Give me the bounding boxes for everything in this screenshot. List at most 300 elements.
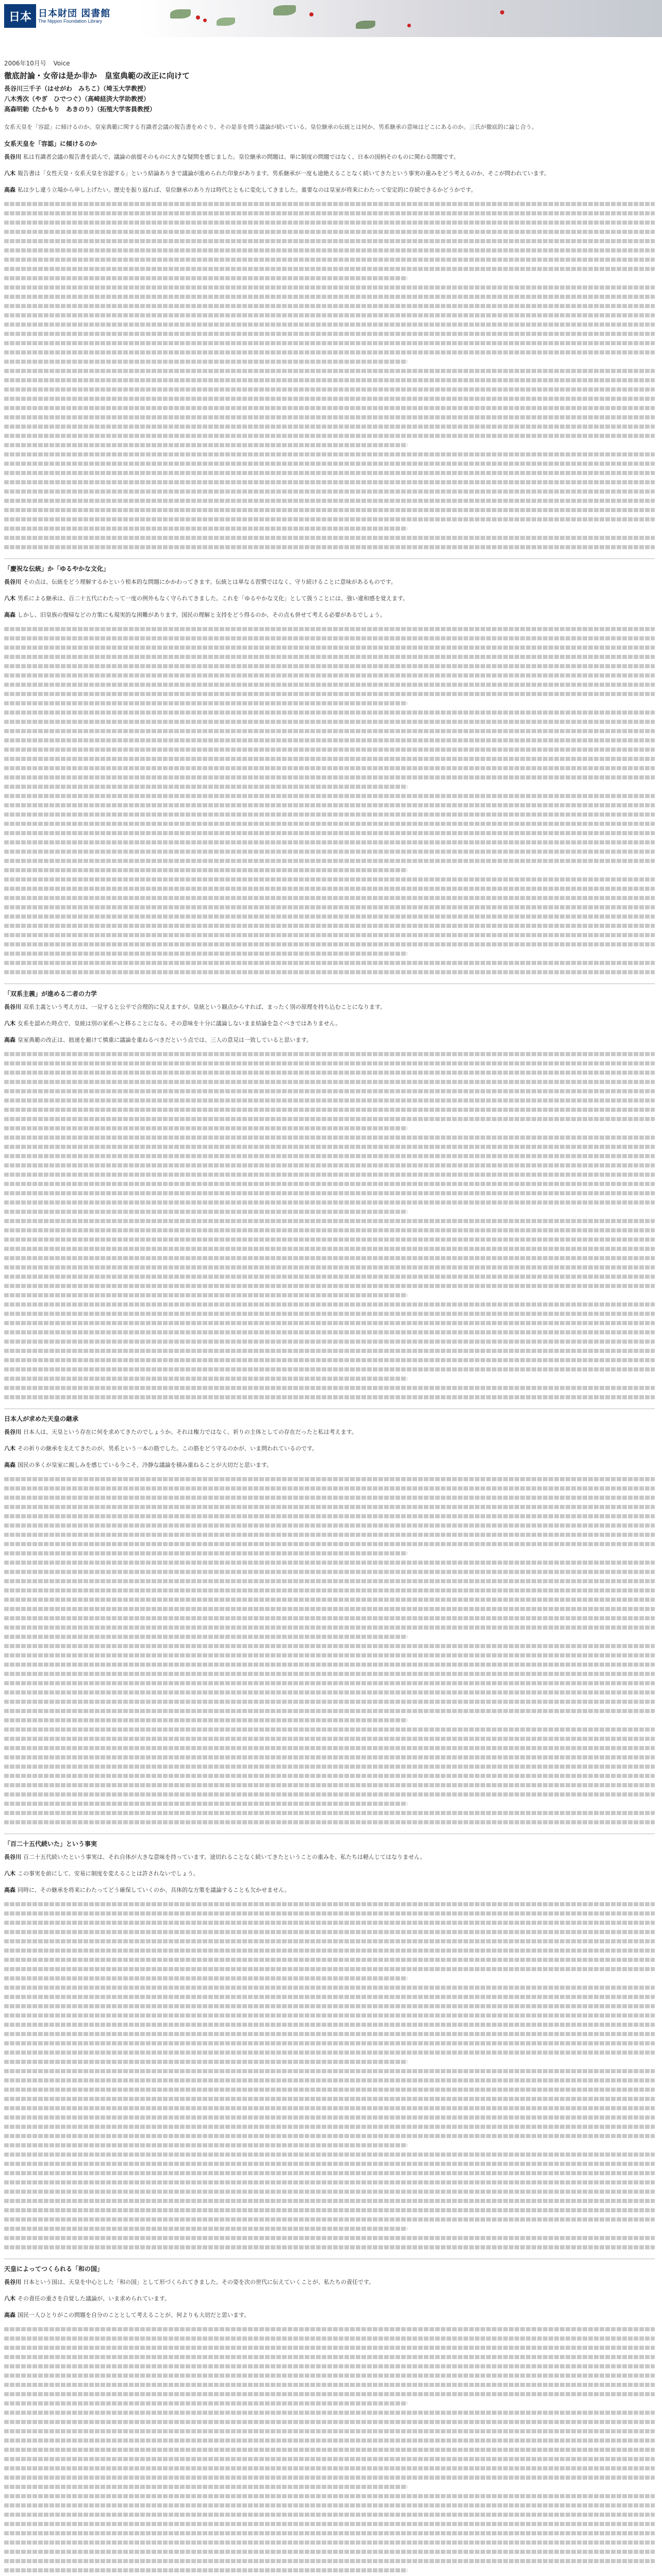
text-line-placeholder xyxy=(4,970,655,974)
dialogue-paragraph xyxy=(4,1036,655,1045)
dialogue-paragraph xyxy=(4,1003,655,1012)
text-line-placeholder xyxy=(4,701,407,705)
dialogue-paragraph xyxy=(4,611,655,620)
text-line-placeholder xyxy=(4,2143,407,2147)
text-line-placeholder xyxy=(4,1939,655,1943)
text-line-placeholder xyxy=(4,822,655,826)
paragraph-text: 日本という国は、天皇を中心とした「和の国」として形づくられてきました。その姿を次の世代に伝えていくことが、私たちの責任です。 xyxy=(23,2279,375,2285)
text-line-placeholder xyxy=(4,1358,655,1362)
text-line-placeholder xyxy=(4,1514,655,1518)
text-line-placeholder xyxy=(4,211,655,215)
text-line-placeholder xyxy=(4,803,655,807)
text-line-placeholder xyxy=(4,369,655,373)
text-line-placeholder xyxy=(4,221,655,225)
text-line-placeholder xyxy=(4,1340,655,1344)
text-line-placeholder xyxy=(4,1256,655,1260)
text-line-placeholder xyxy=(4,2568,407,2572)
dialogue-paragraph xyxy=(4,152,655,162)
text-line-placeholder xyxy=(4,1367,655,1371)
text-line-placeholder xyxy=(4,1265,655,1269)
text-line-placeholder xyxy=(4,480,655,484)
article-section xyxy=(4,139,655,549)
text-line-placeholder xyxy=(4,840,655,844)
text-line-placeholder xyxy=(4,1542,655,1546)
text-line-placeholder xyxy=(4,2115,655,2120)
text-line-placeholder xyxy=(4,1551,407,1555)
text-line-placeholder xyxy=(4,285,655,290)
text-line-placeholder xyxy=(4,2041,655,2045)
dialogue-paragraph xyxy=(4,1461,655,1470)
dialogue-paragraph xyxy=(4,185,655,195)
text-line-placeholder xyxy=(4,1098,655,1103)
text-line-placeholder xyxy=(4,499,655,503)
text-line-placeholder xyxy=(4,2217,655,2222)
text-line-placeholder xyxy=(4,2327,655,2331)
dialogue-paragraph xyxy=(4,1869,655,1878)
text-line-placeholder xyxy=(4,295,655,299)
text-line-placeholder xyxy=(4,914,655,919)
text-line-placeholder xyxy=(4,1902,655,1906)
text-line-placeholder xyxy=(4,1598,655,1602)
text-line-placeholder xyxy=(4,2336,655,2341)
text-line-placeholder xyxy=(4,1588,655,1592)
text-line-placeholder xyxy=(4,1080,655,1084)
text-line-placeholder xyxy=(4,1746,655,1750)
text-line-placeholder xyxy=(4,2013,655,2018)
text-line-placeholder xyxy=(4,933,655,937)
text-line-placeholder xyxy=(4,387,655,392)
text-line-placeholder xyxy=(4,1163,655,1167)
speaker-name: 八木 xyxy=(4,1020,15,1027)
text-line-placeholder xyxy=(4,683,655,687)
dialogue-paragraph xyxy=(4,2294,655,2303)
text-line-placeholder xyxy=(4,1755,655,1759)
text-line-placeholder xyxy=(4,1117,655,1121)
text-line-placeholder xyxy=(4,1570,655,1574)
speaker-name: 長谷川 xyxy=(4,579,21,585)
speaker-name: 長谷川 xyxy=(4,1429,21,1435)
text-line-placeholder xyxy=(4,1967,655,1971)
paragraph-text: 国民一人ひとりがこの問題を自分のこととして考えることが、何よりも大切だと思います。 xyxy=(18,2312,250,2318)
article-title: 徹底討論・女帝は是か非か 皇室典範の改正に向けて xyxy=(4,71,190,80)
text-line-placeholder xyxy=(4,1911,655,1916)
text-line-placeholder xyxy=(4,1108,655,1112)
site-logo-text: 日本 xyxy=(8,10,31,24)
text-line-placeholder xyxy=(4,2494,655,2498)
text-line-placeholder xyxy=(4,517,655,521)
text-line-placeholder xyxy=(4,425,655,429)
text-line-placeholder xyxy=(4,1579,655,1583)
text-line-placeholder xyxy=(4,2383,655,2387)
text-line-placeholder xyxy=(4,415,655,419)
text-line-placeholder xyxy=(4,1681,655,1685)
text-line-placeholder xyxy=(4,1792,655,1797)
text-line-placeholder xyxy=(4,664,655,668)
paragraph-text: 国民の多くが皇室に親しみを感じている今こそ、冷静な議論を積み重ねることが大切だと思います。 xyxy=(18,1462,272,1468)
text-line-placeholder xyxy=(4,646,655,650)
text-line-placeholder xyxy=(4,1607,655,1611)
article-source: Voice xyxy=(53,60,70,67)
text-line-placeholder xyxy=(4,627,655,631)
text-line-placeholder xyxy=(4,332,655,336)
text-line-placeholder xyxy=(4,1653,655,1657)
text-line-placeholder xyxy=(4,248,655,252)
speaker-name: 長谷川 xyxy=(4,1004,21,1010)
text-line-placeholder xyxy=(4,2429,655,2433)
text-line-placeholder xyxy=(4,887,655,891)
text-line-placeholder xyxy=(4,812,655,817)
text-line-placeholder xyxy=(4,2125,655,2129)
text-line-placeholder xyxy=(4,1672,655,1676)
text-line-placeholder xyxy=(4,2476,655,2480)
text-line-placeholder xyxy=(4,1986,655,1990)
text-line-placeholder xyxy=(4,2199,655,2203)
text-line-placeholder xyxy=(4,1349,655,1353)
text-line-placeholder xyxy=(4,360,407,364)
text-line-placeholder xyxy=(4,720,655,724)
text-line-placeholder xyxy=(4,2245,655,2249)
text-line-placeholder xyxy=(4,1616,655,1620)
text-line-placeholder xyxy=(4,304,655,308)
section-heading: 日本人が求めた天皇の継承 xyxy=(4,1415,79,1422)
site-subtitle: The Nippon Foundation Library xyxy=(38,19,103,24)
text-line-placeholder xyxy=(4,2153,655,2157)
text-line-placeholder xyxy=(4,2522,655,2526)
text-line-placeholder xyxy=(4,489,655,494)
text-line-placeholder xyxy=(4,2503,655,2507)
text-line-placeholder xyxy=(4,2374,655,2378)
text-line-placeholder xyxy=(4,1293,407,1297)
paragraph-text: 私は少し違う立場から申し上げたい。歴史を振り返れば、皇位継承のあり方は時代とともに変化してきました。重要なのは皇室が将来にわたって安定的に存続できるかどうかです。 xyxy=(18,187,477,193)
berry-shape xyxy=(196,15,200,20)
text-line-placeholder xyxy=(4,942,655,946)
text-line-placeholder xyxy=(4,1644,655,1648)
text-line-placeholder xyxy=(4,1533,655,1537)
text-line-placeholder xyxy=(4,2485,407,2489)
text-line-placeholder xyxy=(4,896,655,900)
text-line-placeholder xyxy=(4,406,655,410)
text-line-placeholder xyxy=(4,1783,655,1787)
text-line-placeholder xyxy=(4,2392,655,2396)
text-line-placeholder xyxy=(4,1219,655,1223)
text-line-placeholder xyxy=(4,2236,655,2240)
text-line-placeholder xyxy=(4,1625,655,1630)
text-line-placeholder xyxy=(4,1173,655,1177)
text-line-placeholder xyxy=(4,536,655,540)
text-line-placeholder xyxy=(4,2078,655,2082)
speaker-name: 高森 xyxy=(4,1887,15,1893)
speaker-name: 八木 xyxy=(4,170,15,177)
text-line-placeholder xyxy=(4,1477,655,1481)
participant: 高森明勅（たかもり あきのり）（拓殖大学客員教授） xyxy=(4,106,156,113)
speaker-name: 八木 xyxy=(4,2295,15,2302)
dialogue-paragraph xyxy=(4,1886,655,1895)
text-line-placeholder xyxy=(4,462,655,466)
dialogue-paragraph xyxy=(4,169,655,178)
text-line-placeholder xyxy=(4,1976,407,1980)
text-line-placeholder xyxy=(4,2097,655,2101)
participant-list xyxy=(4,83,654,114)
text-line-placeholder xyxy=(4,877,655,882)
speaker-name: 八木 xyxy=(4,1870,15,1877)
section-divider xyxy=(4,558,655,559)
text-line-placeholder xyxy=(4,276,407,280)
text-line-placeholder xyxy=(4,452,655,456)
text-line-placeholder xyxy=(4,1302,655,1307)
paragraph-text: 日本人は、天皇という存在に何を求めてきたのでしょうか。それは権力ではなく、祈りの主体としての存在だったと私は考えます。 xyxy=(23,1429,357,1435)
participant: 長谷川三千子（はせがわ みちこ）（埼玉大学教授） xyxy=(4,85,150,92)
text-line-placeholder xyxy=(4,230,655,234)
text-line-placeholder xyxy=(4,1210,407,1214)
text-line-placeholder xyxy=(4,2559,655,2563)
speaker-name: 八木 xyxy=(4,595,15,602)
text-line-placeholder xyxy=(4,2060,407,2064)
text-line-placeholder xyxy=(4,1561,655,1565)
speaker-name: 高森 xyxy=(4,612,15,618)
text-line-placeholder xyxy=(4,2448,655,2452)
text-line-placeholder xyxy=(4,2134,655,2138)
text-line-placeholder xyxy=(4,1948,655,1953)
paragraph-text: 双系主義という考え方は、一見すると公平で合理的に見えますが、皇統という観点からすれば、まったく別の原理を持ち込むことになります。 xyxy=(23,1004,386,1010)
text-line-placeholder xyxy=(4,868,407,872)
text-line-placeholder xyxy=(4,1089,655,1093)
text-line-placeholder xyxy=(4,1523,655,1528)
text-line-placeholder xyxy=(4,1052,655,1056)
text-line-placeholder xyxy=(4,2401,407,2405)
text-line-placeholder xyxy=(4,341,655,345)
text-line-placeholder xyxy=(4,1709,655,1713)
dialogue-paragraph xyxy=(4,1444,655,1453)
site-name[interactable]: 日本財団 図書館 xyxy=(38,8,111,19)
paragraph-text: 報告書は「女性天皇・女系天皇を容認する」という結論ありきで議論が進められた印象があります。男系継承が一度も途絶えることなく続いてきたという事実の重みをどう考えるのか、そこが問われています。 xyxy=(18,170,550,177)
text-line-placeholder xyxy=(4,1995,655,1999)
text-line-placeholder xyxy=(4,1321,655,1325)
text-line-placeholder xyxy=(4,2069,655,2073)
article-meta xyxy=(4,59,75,67)
text-line-placeholder xyxy=(4,2438,655,2443)
text-line-placeholder xyxy=(4,2190,655,2194)
text-line-placeholder xyxy=(4,2346,655,2350)
article-section xyxy=(4,1409,655,1824)
berry-shape xyxy=(500,10,504,14)
article-date: 2006年10月号 xyxy=(4,60,46,67)
speaker-name: 高森 xyxy=(4,1462,15,1468)
text-line-placeholder xyxy=(4,1284,655,1288)
text-line-placeholder xyxy=(4,202,655,206)
site-logo[interactable] xyxy=(4,4,36,28)
text-line-placeholder xyxy=(4,2411,655,2415)
text-line-placeholder xyxy=(4,2466,655,2470)
text-line-placeholder xyxy=(4,1330,655,1334)
text-line-placeholder xyxy=(4,1145,655,1149)
dialogue-paragraph xyxy=(4,1019,655,1028)
text-line-placeholder xyxy=(4,1071,655,1075)
text-line-placeholder xyxy=(4,1690,655,1694)
text-line-placeholder xyxy=(4,508,655,512)
text-line-placeholder xyxy=(4,2023,655,2027)
section-heading: 天皇によってつくられる「和の国」 xyxy=(4,2265,104,2273)
text-line-placeholder xyxy=(4,785,407,789)
text-line-placeholder xyxy=(4,2050,655,2055)
text-line-placeholder xyxy=(4,794,655,798)
text-line-placeholder xyxy=(4,1061,655,1065)
text-line-placeholder xyxy=(4,2420,655,2424)
text-line-placeholder xyxy=(4,1765,655,1769)
article-body xyxy=(4,123,655,2576)
text-line-placeholder xyxy=(4,434,655,438)
text-line-placeholder xyxy=(4,1386,655,1390)
text-line-placeholder xyxy=(4,2162,655,2166)
leaf-shape xyxy=(273,5,296,15)
text-line-placeholder xyxy=(4,1505,655,1509)
text-line-placeholder xyxy=(4,673,655,677)
dialogue-paragraph xyxy=(4,594,655,603)
text-line-placeholder xyxy=(4,831,655,835)
text-line-placeholder xyxy=(4,471,655,475)
dialogue-paragraph xyxy=(4,1428,655,1437)
text-line-placeholder xyxy=(4,267,655,271)
text-line-placeholder xyxy=(4,1200,655,1205)
article-sections xyxy=(4,139,655,2576)
paragraph-text: 私は有識者会議の報告書を読んで、議論の前提そのものに大きな疑問を感じました。皇位継承の問題は、単に制度の問題ではなく、日本の国柄そのものに関わる問題です。 xyxy=(23,154,459,160)
text-line-placeholder xyxy=(4,1958,655,1962)
berry-shape xyxy=(309,12,313,16)
paragraph-text: 女系を認めた時点で、皇統は別の家系へと移ることになる。その意味を十分に議論しないまま結論を急ぐべきではありません。 xyxy=(18,1020,341,1027)
leaf-shape xyxy=(217,18,235,26)
text-line-placeholder xyxy=(4,545,655,549)
text-line-placeholder xyxy=(4,729,655,733)
text-line-placeholder xyxy=(4,775,655,779)
text-line-placeholder xyxy=(4,2364,655,2368)
text-line-placeholder xyxy=(4,2004,655,2008)
text-line-placeholder xyxy=(4,2032,655,2036)
text-line-placeholder xyxy=(4,1136,655,1140)
text-line-placeholder xyxy=(4,2550,655,2554)
text-line-placeholder xyxy=(4,766,655,770)
text-line-placeholder xyxy=(4,1930,655,1934)
article-section xyxy=(4,558,655,974)
text-line-placeholder xyxy=(4,757,655,761)
paragraph-text: 男系による継承は、百二十五代にわたって一度の例外もなく守られてきました。これを「ゆるやかな文化」として扱うことには、強い違和感を覚えます。 xyxy=(18,595,409,602)
text-line-placeholder xyxy=(4,1395,655,1399)
leaf-shape xyxy=(170,9,191,19)
section-heading: 「百二十五代続いた」という事実 xyxy=(4,1840,97,1848)
text-line-placeholder xyxy=(4,2180,655,2184)
text-line-placeholder xyxy=(4,1312,655,1316)
paragraph-text: この事実を前にして、安易に制度を変えることは許されないでしょう。 xyxy=(18,1870,199,1877)
text-line-placeholder xyxy=(4,239,655,243)
text-line-placeholder xyxy=(4,636,655,640)
text-line-placeholder xyxy=(4,2540,655,2545)
paragraph-text: その点は、伝統をどう理解するかという根本的な問題にかかわってきます。伝統とは単なる習慣ではなく、守り続けることに意味があるものです。 xyxy=(23,579,396,585)
text-line-placeholder xyxy=(4,1275,655,1279)
text-line-placeholder xyxy=(4,1228,655,1232)
dialogue-paragraph xyxy=(4,2278,655,2287)
article-section xyxy=(4,1834,655,2249)
speaker-name: 高森 xyxy=(4,1037,15,1043)
text-line-placeholder xyxy=(4,378,655,382)
text-line-placeholder xyxy=(4,952,407,956)
speaker-name: 高森 xyxy=(4,187,15,193)
paragraph-text: その責任の重さを自覚した議論が、いま求められています。 xyxy=(18,2295,171,2302)
article-intro: 女系天皇を「容認」に傾けるのか。皇室典範に関する有識者会議の報告書をめぐり、その是非を問う議論が続いている。皇位継承の伝統とは何か、男系継承の意味はどこにあるのか。三氏が徹底的に論じ合う。 xyxy=(4,124,537,130)
header-banner-image xyxy=(139,0,662,37)
section-heading: 女系天皇を「容認」に傾けるのか xyxy=(4,140,97,147)
participant: 八木秀次（やぎ ひでつぐ）（高崎経済大学助教授） xyxy=(4,95,150,103)
text-line-placeholder xyxy=(4,2513,655,2517)
text-line-placeholder xyxy=(4,1238,655,1242)
text-line-placeholder xyxy=(4,323,655,327)
text-line-placeholder xyxy=(4,1802,407,1806)
speaker-name: 長谷川 xyxy=(4,1854,21,1860)
site-header xyxy=(0,0,662,37)
text-line-placeholder xyxy=(4,1727,655,1732)
text-line-placeholder xyxy=(4,313,655,317)
text-line-placeholder xyxy=(4,1126,407,1130)
text-line-placeholder xyxy=(4,905,655,909)
text-line-placeholder xyxy=(4,1663,655,1667)
text-line-placeholder xyxy=(4,692,655,696)
text-line-placeholder xyxy=(4,1700,655,1704)
speaker-name: 長谷川 xyxy=(4,154,21,160)
speaker-name: 八木 xyxy=(4,1445,15,1452)
text-line-placeholder xyxy=(4,2106,655,2110)
text-line-placeholder xyxy=(4,443,407,447)
text-line-placeholder xyxy=(4,2457,655,2461)
text-line-placeholder xyxy=(4,1182,655,1186)
text-line-placeholder xyxy=(4,1635,407,1639)
paragraph-text: 百二十五代続いたという事実は、それ自体が大きな意味を持っています。途切れることなく続いてきたということの重みを、私たちは軽んじてはなりません。 xyxy=(23,1854,426,1860)
speaker-name: 高森 xyxy=(4,2312,15,2318)
text-line-placeholder xyxy=(4,2208,655,2212)
text-line-placeholder xyxy=(4,2088,655,2092)
text-line-placeholder xyxy=(4,527,407,531)
text-line-placeholder xyxy=(4,1496,655,1500)
dialogue-paragraph xyxy=(4,578,655,587)
text-line-placeholder xyxy=(4,397,655,401)
text-line-placeholder xyxy=(4,1486,655,1490)
paragraph-text: しかし、旧皇族の復帰などの方策にも現実的な困難があります。国民の理解と支持をどう得るのか、その点も併せて考える必要があるでしょう。 xyxy=(18,612,386,618)
berry-shape xyxy=(407,24,411,27)
text-line-placeholder xyxy=(4,2531,655,2535)
text-line-placeholder xyxy=(4,1718,407,1722)
text-line-placeholder xyxy=(4,350,655,354)
dialogue-paragraph xyxy=(4,1853,655,1862)
text-line-placeholder xyxy=(4,1247,655,1251)
text-line-placeholder xyxy=(4,1377,407,1381)
text-line-placeholder xyxy=(4,1921,655,1925)
paragraph-text: その祈りの継承を支えてきたのが、男系という一本の筋でした。この筋をどう守るのかが、いま問われているのです。 xyxy=(18,1445,318,1452)
text-line-placeholder xyxy=(4,655,655,659)
text-line-placeholder xyxy=(4,2355,655,2359)
article-section xyxy=(4,984,655,1399)
speaker-name: 長谷川 xyxy=(4,2279,21,2285)
text-line-placeholder xyxy=(4,1811,655,1815)
section-heading: 「双系主義」が進める二者の力学 xyxy=(4,990,97,997)
text-line-placeholder xyxy=(4,1737,655,1741)
berry-shape xyxy=(203,19,207,22)
paragraph-text: 皇室典範の改正は、拙速を避けて慎重に議論を重ねるべきだという点では、三人の意見は一致していると思います。 xyxy=(18,1037,312,1043)
text-line-placeholder xyxy=(4,2171,655,2175)
text-line-placeholder xyxy=(4,258,655,262)
text-line-placeholder xyxy=(4,2227,407,2231)
text-line-placeholder xyxy=(4,748,655,752)
text-line-placeholder xyxy=(4,961,655,965)
text-line-placeholder xyxy=(4,1154,655,1158)
text-line-placeholder xyxy=(4,924,655,928)
text-line-placeholder xyxy=(4,1191,655,1195)
text-line-placeholder xyxy=(4,710,655,715)
